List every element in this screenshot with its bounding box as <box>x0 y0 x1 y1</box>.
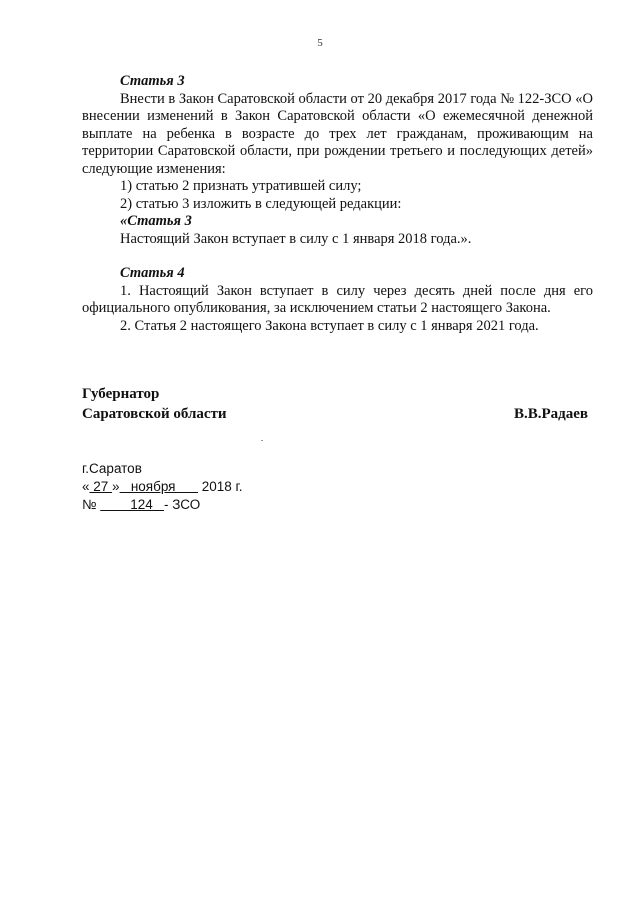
signatory-name: В.В.Радаев <box>513 406 588 422</box>
date-year: 2018 г. <box>198 479 243 494</box>
number-prefix: № <box>82 497 101 512</box>
signature-title-line-2: Саратовской области <box>82 406 227 422</box>
scan-speck <box>261 440 263 441</box>
quoted-article-heading: «Статья 3 <box>120 213 192 229</box>
article-3-item-1: 1) статью 2 признать утратившей силу; <box>120 178 362 194</box>
date-close-quote: » <box>112 479 120 494</box>
page-number: 5 <box>317 37 323 49</box>
article-3-heading: Статья 3 <box>120 73 185 89</box>
article-4-paragraph-2: 2. Статья 2 настоящего Закона вступает в силу с 1 января 2021 года. <box>120 317 539 334</box>
quoted-article-text: Настоящий Закон вступает в силу с 1 января 2018 года.». <box>120 230 472 247</box>
article-4-heading: Статья 4 <box>120 265 185 281</box>
article-3-text: Внести в Закон Саратовской области от 20 декабря 2017 года № 122-ЗСО «О внесении изменений в Закон Саратовской области «О ежемесячной денежной выплате на ребенка в возрасте до трех лет гражданам, проживающим на территории Саратовской области, при рождении третьего и последующих детей» следующие изменения: <box>82 90 593 177</box>
date-month: ноября <box>119 479 198 494</box>
date-open-quote: « <box>82 479 90 494</box>
document-body <box>82 73 593 335</box>
footer-date <box>82 478 243 496</box>
footer-city: г.Саратов <box>82 461 142 476</box>
document-footer <box>82 460 243 514</box>
number-suffix: - ЗСО <box>164 497 201 512</box>
article-3-item-2: 2) статью 3 изложить в следующей редакции: <box>120 195 402 212</box>
signature-title-line-1: Губернатор <box>82 386 160 402</box>
article-4-paragraph-1: 1. Настоящий Закон вступает в силу через десять дней после дня его официального опубликования, за исключением статьи 2 настоящего Закона. <box>82 282 593 316</box>
number-value: 124 <box>100 497 165 512</box>
footer-number <box>82 496 243 514</box>
date-day: 27 <box>89 479 113 494</box>
signature-block <box>82 384 588 424</box>
